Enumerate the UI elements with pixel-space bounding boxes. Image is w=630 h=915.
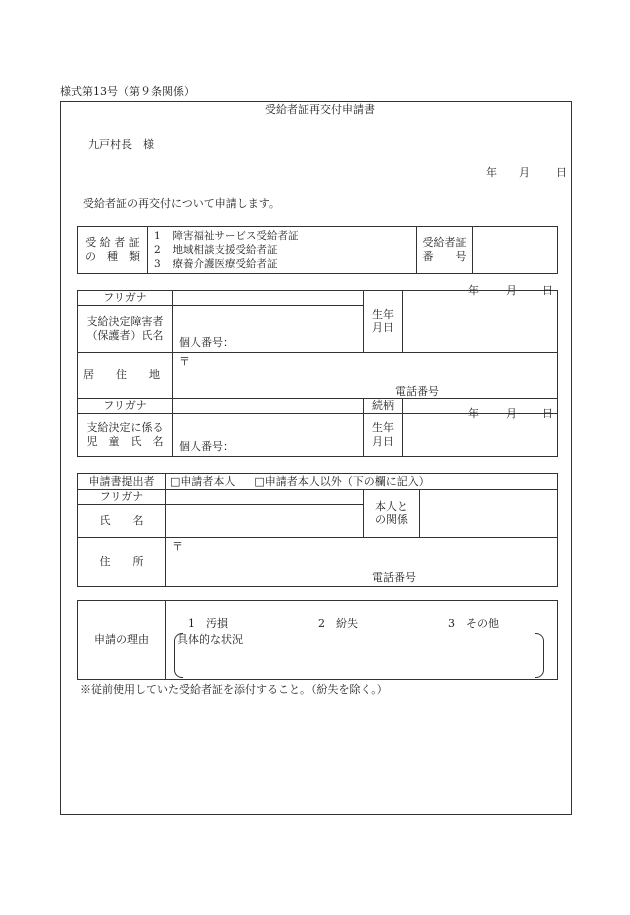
submitter-furigana-label: フリガナ xyxy=(78,490,166,505)
birth-date-field[interactable] xyxy=(403,284,558,353)
cert-number-label xyxy=(417,227,473,274)
attachment-note: ※従前使用していた受給者証を添付すること。（紛失を除く。） xyxy=(80,683,388,696)
submitter-options xyxy=(166,474,558,490)
applicant-table xyxy=(77,284,558,457)
reason-detail-label: 具体的な状況 xyxy=(177,633,243,646)
reason-option-3[interactable] xyxy=(448,618,499,629)
cert-option-1-num: 1 xyxy=(154,229,161,242)
cert-option-2-num: 2 xyxy=(154,243,161,256)
date-day: 日 xyxy=(556,166,567,179)
applicant-name-field[interactable] xyxy=(173,305,364,352)
submitter-relation-label-line2: の関係 xyxy=(375,513,408,527)
birth-year: 年 xyxy=(468,284,479,297)
child-furigana-label: フリガナ xyxy=(78,398,173,413)
residence-label xyxy=(78,352,173,398)
reason-option-1[interactable] xyxy=(188,618,228,629)
reason-option-1-label: 汚損 xyxy=(206,617,228,630)
reason-detail-field[interactable] xyxy=(174,633,544,677)
reason-option-3-num: 3 xyxy=(448,617,455,630)
child-personal-number-label: 個人番号： xyxy=(179,439,234,453)
child-name-label xyxy=(78,413,173,456)
cert-number-label-line2: 番 号 xyxy=(422,250,467,263)
submitter-name-label: 氏 名 xyxy=(78,504,166,537)
residence-field[interactable] xyxy=(173,352,558,398)
submitter-furigana-field[interactable] xyxy=(166,490,364,505)
cert-type-label-line1: 受 給 者 証 xyxy=(85,236,140,250)
form-title: 受給者証再交付申請書 xyxy=(265,103,375,116)
residence-label-text: 居 住 地 xyxy=(83,368,160,382)
residence-postal-mark: 〒 xyxy=(179,354,190,368)
reason-option-1-num: 1 xyxy=(188,617,195,630)
intro-text: 受給者証の再交付について申請します。 xyxy=(83,197,280,210)
birth-day: 日 xyxy=(542,284,553,297)
cert-option-3-num: 3 xyxy=(154,258,161,271)
submitter-label: 申請書提出者 xyxy=(78,474,166,490)
cert-number-label-line1: 受給者証 xyxy=(422,236,467,250)
child-name-field[interactable] xyxy=(173,413,364,456)
applicant-name-label xyxy=(78,305,173,352)
cert-option-labels xyxy=(173,227,417,274)
birth-label-line2: 月日 xyxy=(372,321,394,335)
child-birth-label-line1: 生年 xyxy=(372,420,394,434)
birth-month: 月 xyxy=(506,284,517,297)
reason-field xyxy=(166,601,558,680)
reason-option-2[interactable] xyxy=(318,618,358,629)
cert-option-3-label: 療養介護医療受給者証 xyxy=(172,258,278,271)
cert-type-label-line2: の 種 類 xyxy=(85,250,140,263)
submitter-address-field[interactable] xyxy=(166,537,558,586)
date-year: 年 xyxy=(486,166,497,179)
child-birth-month: 月 xyxy=(506,406,517,420)
cert-number-field[interactable] xyxy=(473,227,558,274)
submitter-relation-label-line1: 本人と xyxy=(375,499,408,513)
reason-option-2-label: 紛失 xyxy=(336,617,358,630)
submitter-address-label: 住 所 xyxy=(78,537,166,586)
relation-field[interactable] xyxy=(403,398,558,413)
addressee: 九戸村長 様 xyxy=(88,138,154,151)
submitter-postal-mark: 〒 xyxy=(172,539,183,553)
residence-phone-label: 電話番号 xyxy=(395,384,439,398)
child-birth-date-field[interactable] xyxy=(403,406,558,456)
birth-label xyxy=(364,291,403,353)
cert-option-numbers xyxy=(148,227,173,274)
child-birth-year: 年 xyxy=(468,406,479,420)
relation-label: 続柄 xyxy=(364,398,403,413)
child-birth-label xyxy=(364,413,403,456)
child-furigana-field[interactable] xyxy=(173,398,364,413)
applicant-name-label-line2: （保護者）氏名 xyxy=(86,328,164,342)
child-name-label-line2: 児 童 氏 名 xyxy=(86,434,164,448)
cert-option-2-label: 地域相談支援受給者証 xyxy=(172,243,278,256)
submitter-relation-field[interactable] xyxy=(420,490,558,538)
reason-option-3-label: その他 xyxy=(466,617,499,630)
furigana-label: フリガナ xyxy=(78,291,173,306)
cert-type-label xyxy=(78,227,148,274)
reason-option-2-num: 2 xyxy=(318,617,325,630)
birth-label-line1: 生年 xyxy=(372,307,394,321)
personal-number-label: 個人番号： xyxy=(179,336,234,349)
submitter-table xyxy=(77,473,558,587)
applicant-name-label-line1: 支給決定障害者 xyxy=(86,315,164,328)
reason-table xyxy=(77,600,558,680)
right-bracket-icon xyxy=(535,633,544,678)
submitter-relation-label xyxy=(364,490,420,538)
child-birth-label-line2: 月日 xyxy=(372,434,394,448)
cert-option-1-label: 障害福祉サービス受給者証 xyxy=(172,229,299,242)
submitter-name-field[interactable] xyxy=(166,504,364,537)
certificate-table xyxy=(77,226,558,274)
child-birth-day: 日 xyxy=(542,406,553,420)
furigana-field[interactable] xyxy=(173,291,364,306)
reason-label: 申請の理由 xyxy=(78,601,166,680)
child-name-label-line1: 支給決定に係る xyxy=(86,420,164,434)
date-month: 月 xyxy=(519,166,530,179)
option-self-checkbox[interactable]: □申請者本人 xyxy=(170,474,236,488)
option-other-checkbox[interactable]: □申請者本人以外（下の欄に記入） xyxy=(254,474,430,488)
submitter-phone-label: 電話番号 xyxy=(372,570,416,584)
form-number: 様式第13号（第９条関係） xyxy=(60,85,195,98)
